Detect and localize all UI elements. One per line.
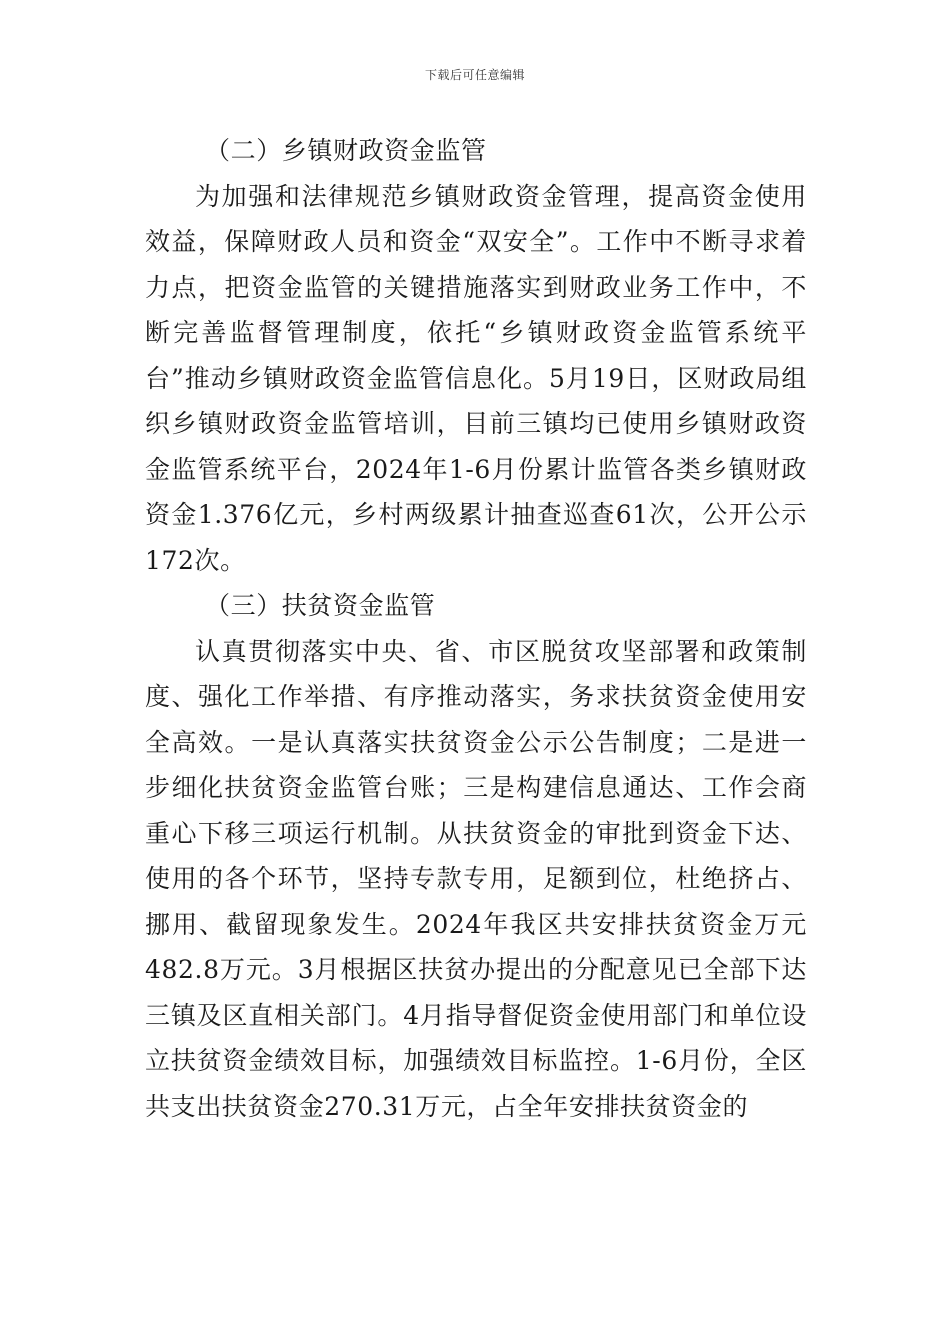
document-body — [145, 128, 807, 1129]
section-heading-township-fund-supervision: （二）乡镇财政资金监管 — [205, 136, 487, 165]
section-heading-poverty-fund-supervision: （三）扶贫资金监管 — [205, 591, 436, 620]
paragraph-township-fund-supervision: 为加强和法律规范乡镇财政资金管理，提高资金使用效益，保障财政人员和资金“双安全”。工作中不断寻求着力点，把资金监管的关键措施落实到财政业务工作中，不断完善监督管理制度，依托“乡镇财政资金监管系统平台”推动乡镇财政资金监管信息化。5月19日，区财政局组织乡镇财政资金监管培训，目前三镇均已使用乡镇财政资金监管系统平台，2024年1-6月份累计监管各类乡镇财政资金1.376亿元，乡村两级累计抽查巡查61次，公开公示172次。 — [145, 181, 807, 575]
paragraph-poverty-fund-supervision: 认真贯彻落实中央、省、市区脱贫攻坚部署和政策制度、强化工作举措、有序推动落实，务求扶贫资金使用安全高效。一是认真落实扶贫资金公示公告制度；二是进一步细化扶贫资金监管台账；三是构建信息通达、工作会商重心下移三项运行机制。从扶贫资金的审批到资金下达、使用的各个环节，坚持专款专用，足额到位，杜绝挤占、挪用、截留现象发生。2024年我区共安排扶贫资金万元482.8万元。3月根据区扶贫办提出的分配意见已全部下达三镇及区直相关部门。4月指导督促资金使用部门和单位设立扶贫资金绩效目标，加强绩效目标监控。1-6月份，全区共支出扶贫资金270.31万元，占全年安排扶贫资金的 — [145, 636, 807, 1121]
page-header-note: 下载后可任意编辑 — [424, 68, 525, 82]
